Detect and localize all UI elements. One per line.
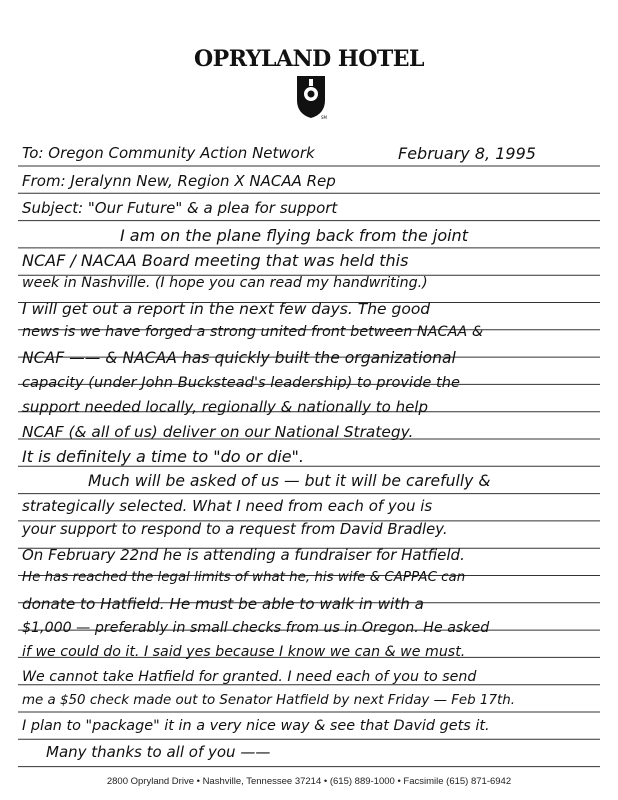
body-line: He has reached the legal limits of what he, his wife & CAPPAC can	[22, 570, 466, 586]
body-line: Many thanks to all of you ——	[46, 742, 271, 761]
body-line: I am on the plane flying back from the joint	[120, 226, 468, 245]
body-line: donate to Hatfield. He must be able to walk in with a	[22, 595, 424, 613]
trademark-label: SM	[321, 115, 327, 120]
body-line: capacity (under John Buckstead's leadership) to provide the	[22, 373, 460, 391]
body-line: week in Nashville. (I hope you can read my handwriting.)	[22, 275, 428, 292]
body-line: NCAF (& all of us) deliver on our National Strategy.	[22, 422, 414, 441]
memo-to: To: Oregon Community Action Network	[22, 144, 315, 162]
body-line: news is we have forged a strong united front between NACAA &	[22, 324, 484, 341]
body-line: I plan to "package" it in a very nice way & see that David gets it.	[22, 718, 490, 734]
body-line: It is definitely a time to "do or die".	[22, 447, 304, 467]
memo-subject: Subject: "Our Future" & a plea for support	[22, 199, 338, 217]
body-line: me a $50 check made out to Senator Hatfield by next Friday — Feb 17th.	[22, 693, 515, 709]
body-line: I will get out a report in the next few days. The good	[22, 299, 431, 318]
opryland-crest-icon	[294, 74, 328, 120]
hotel-address-footer: 2800 Opryland Drive • Nashville, Tennessee 37214 • (615) 889-1000 • Facsimile (615) 871-6942	[106, 776, 512, 787]
body-line: strategically selected. What I need from each of you is	[22, 496, 433, 515]
body-line: NCAF / NACAA Board meeting that was held this	[22, 250, 409, 270]
body-line: NCAF —— & NACAA has quickly built the organizational	[22, 349, 456, 367]
body-line: Much will be asked of us — but it will be carefully &	[88, 472, 491, 490]
body-line: support needed locally, regionally & nationally to help	[22, 398, 428, 417]
body-line: On February 22nd he is attending a fundraiser for Hatfield.	[22, 545, 465, 564]
memo-date: February 8, 1995	[398, 144, 536, 163]
body-line: if we could do it. I said yes because I know we can & we must.	[22, 644, 466, 661]
hotel-name: OPRYLAND HOTEL	[194, 46, 424, 72]
body-line: $1,000 — preferably in small checks from us in Oregon. He asked	[22, 619, 490, 636]
body-line: We cannot take Hatfield for granted. I need each of you to send	[22, 668, 477, 685]
body-line: your support to respond to a request from David Bradley.	[22, 521, 448, 539]
memo-from: From: Jeralynn New, Region X NACAA Rep	[22, 172, 336, 190]
